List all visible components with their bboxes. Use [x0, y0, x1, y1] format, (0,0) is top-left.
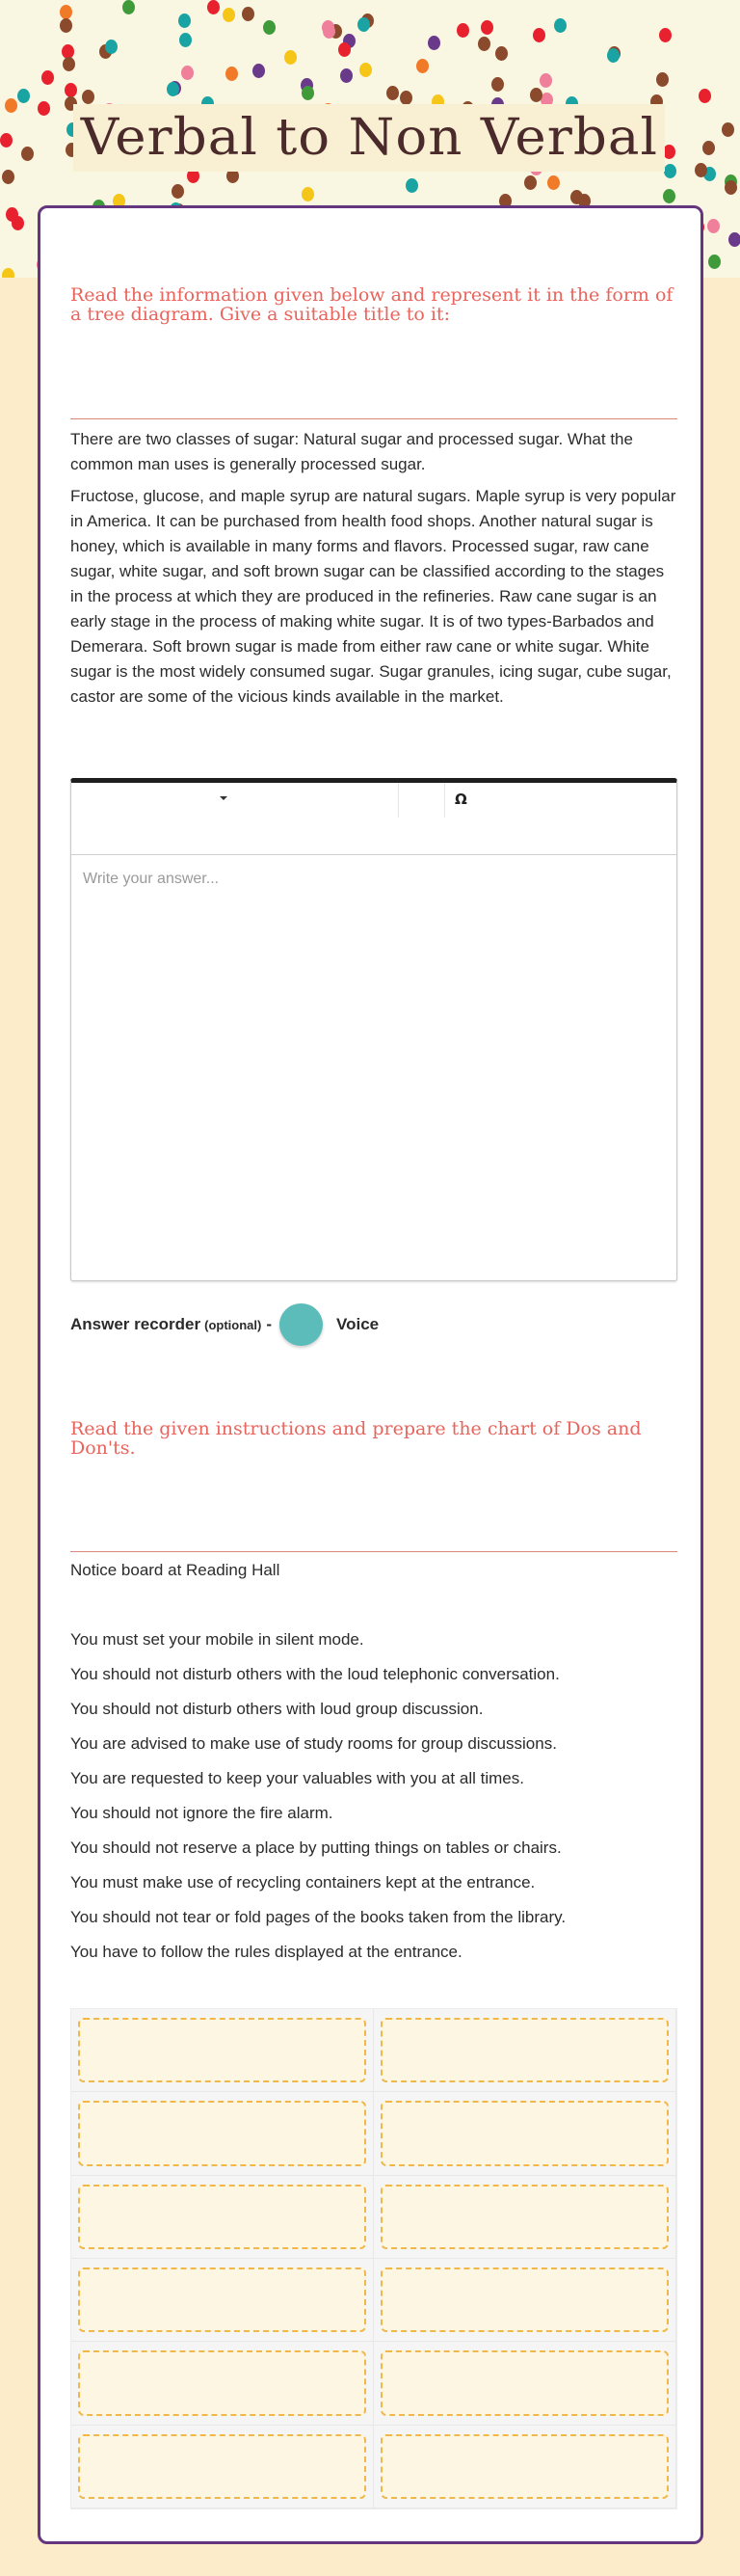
confetti-dot	[554, 18, 567, 33]
confetti-dot	[481, 20, 493, 35]
answer-dropzone[interactable]	[381, 2267, 669, 2332]
confetti-dot	[359, 63, 372, 77]
dropzone-cell	[71, 2092, 374, 2175]
rule-item: You should not tear or fold pages of the books taken from the library.	[70, 1908, 567, 1926]
record-button[interactable]	[279, 1303, 323, 1346]
confetti-dot	[524, 175, 537, 190]
confetti-dot	[82, 90, 94, 104]
confetti-dot	[223, 8, 235, 22]
confetti-dot	[707, 219, 720, 233]
editor-toolbar	[71, 783, 676, 855]
confetti-dot	[252, 64, 265, 78]
confetti-dot	[607, 48, 620, 63]
confetti-dot	[178, 13, 191, 28]
rule-item: You are advised to make use of study rooms for group discussions.	[70, 1734, 557, 1753]
question-2-prompt: Read the given instructions and prepare the chart of Dos and Don'ts.	[70, 1418, 642, 1459]
recorder-optional-label: (optional)	[204, 1317, 262, 1332]
dropzone-cell	[71, 2259, 374, 2342]
confetti-dot	[547, 175, 560, 190]
recorder-mode-label: Voice	[336, 1315, 380, 1333]
dropzone-cell	[374, 2176, 676, 2259]
confetti-dot	[41, 70, 54, 85]
confetti-dot	[400, 91, 412, 105]
sugar-passage	[70, 427, 677, 716]
answer-placeholder: Write your answer...	[83, 871, 220, 887]
dropzone-cell	[71, 2176, 374, 2259]
confetti-dot	[105, 40, 118, 54]
confetti-dot	[702, 141, 715, 155]
answer-dropzone[interactable]	[78, 2350, 366, 2415]
toolbar-button[interactable]	[399, 783, 445, 818]
confetti-dot	[457, 23, 469, 38]
confetti-dot	[225, 67, 238, 81]
confetti-dot	[322, 20, 334, 35]
dropzone-cell	[374, 2092, 676, 2175]
confetti-dot	[656, 72, 669, 87]
confetti-dot	[695, 163, 707, 177]
answer-dropzone[interactable]	[78, 2434, 366, 2499]
rule-item: You must make use of recycling containers kept at the entrance.	[70, 1873, 536, 1892]
confetti-dot	[181, 66, 194, 80]
confetti-dot	[302, 86, 314, 100]
answer-textarea[interactable]	[71, 855, 676, 903]
confetti-dot	[338, 42, 351, 57]
answer-dropzone[interactable]	[381, 2101, 669, 2165]
dropzone-cell	[374, 2009, 676, 2092]
rule-item: You must set your mobile in silent mode.	[70, 1630, 364, 1649]
confetti-dot	[0, 133, 13, 148]
confetti-dot	[2, 268, 14, 278]
confetti-dot	[60, 18, 72, 33]
confetti-dot	[728, 232, 740, 247]
confetti-dot	[172, 184, 184, 199]
passage-paragraph: Fructose, glucose, and maple syrup are natural sugars. Maple syrup is very popular in America. It can be purchased from health food shops. Another natural sugar is honey, which is available in many forms and flavors. Processed sugar, raw cane sugar, white sugar, and soft brown sugar can be classified according to the stages in the process at which they are produced in the refineries. Raw cane sugar is an early stage in the process of making white sugar. It is of two types-Barbados and Demerara. Soft brown sugar is made from either raw cane or white sugar. White sugar is the most widely consumed sugar. Sugar granules, icing sugar, cube sugar, castor are some of the vicious kinds available in the market.	[70, 487, 676, 706]
passage-paragraph: There are two classes of sugar: Natural sugar and processed sugar. What the common man uses is generally processed sugar.	[70, 430, 633, 473]
confetti-dot	[406, 178, 418, 193]
worksheet-card	[38, 205, 703, 2544]
divider	[70, 1551, 677, 1552]
format-dropdown[interactable]	[71, 783, 399, 818]
confetti-dot	[263, 20, 276, 35]
confetti-dot	[428, 36, 440, 50]
confetti-dot	[663, 189, 675, 203]
rule-item: You should not disturb others with loud group discussion.	[70, 1700, 484, 1718]
confetti-dot	[167, 82, 179, 96]
confetti-dot	[533, 28, 545, 42]
dropzone-cell	[71, 2009, 374, 2092]
confetti-dot	[659, 28, 672, 42]
confetti-dot	[17, 89, 30, 103]
confetti-dot	[699, 89, 711, 103]
answer-dropzone[interactable]	[381, 2350, 669, 2415]
confetti-dot	[708, 255, 721, 269]
answer-dropzone[interactable]	[381, 2434, 669, 2499]
dropzone-cell	[71, 2426, 374, 2509]
confetti-dot	[207, 0, 220, 14]
recorder-dash: -	[266, 1315, 273, 1333]
answer-dropzone[interactable]	[381, 2018, 669, 2082]
page-title: Verbal to Non Verbal	[80, 109, 658, 167]
answer-dropzone[interactable]	[78, 2101, 366, 2165]
confetti-dot	[5, 98, 17, 113]
confetti-dot	[664, 164, 676, 178]
confetti-dot	[495, 46, 508, 61]
confetti-dot	[65, 83, 77, 97]
confetti-dot	[491, 77, 504, 92]
confetti-dot	[386, 86, 399, 100]
answer-dropzone[interactable]	[381, 2185, 669, 2249]
confetti-dot	[21, 147, 34, 161]
dropzone-cell	[71, 2342, 374, 2425]
caret-down-icon	[220, 796, 227, 800]
dropzone-cell	[374, 2259, 676, 2342]
answer-dropzone[interactable]	[78, 2185, 366, 2249]
confetti-dot	[12, 216, 24, 230]
answer-recorder	[70, 1303, 379, 1346]
confetti-dot	[242, 7, 254, 21]
confetti-dot	[530, 88, 542, 102]
rule-item: You have to follow the rules displayed at the entrance.	[70, 1943, 462, 1961]
rule-item: You should not disturb others with the loud telephonic conversation.	[70, 1665, 560, 1683]
answer-editor	[70, 778, 677, 1281]
confetti-dot	[722, 122, 734, 137]
confetti-dot	[38, 101, 50, 116]
question-1-prompt: Read the information given below and represent it in the form of a tree diagram. Give a suitable title to it:	[70, 284, 674, 325]
confetti-dot	[357, 17, 370, 32]
confetti-dot	[725, 180, 737, 195]
rule-item: You should not reserve a place by putting things on tables or chairs.	[70, 1838, 562, 1857]
confetti-dot	[179, 33, 192, 47]
confetti-dot	[284, 50, 297, 65]
confetti-dot	[416, 59, 429, 73]
dropzone-cell	[374, 2426, 676, 2509]
answer-dropzone[interactable]	[78, 2267, 366, 2332]
dropzone-cell	[374, 2342, 676, 2425]
title-panel	[73, 104, 665, 172]
confetti-dot	[570, 190, 583, 204]
confetti-dot	[478, 37, 490, 51]
answer-dropzone[interactable]	[78, 2018, 366, 2082]
divider	[70, 418, 677, 419]
recorder-label: Answer recorder	[70, 1315, 201, 1333]
special-character-button[interactable]: Ω	[455, 791, 467, 808]
rule-item: You are requested to keep your valuables with you at all times.	[70, 1769, 524, 1787]
confetti-dot	[540, 73, 552, 88]
confetti-dot	[2, 170, 14, 184]
confetti-dot	[340, 68, 353, 83]
confetti-dot	[302, 187, 314, 201]
dos-donts-dropzone-grid	[70, 2008, 677, 2509]
confetti-dot	[63, 57, 75, 71]
confetti-dot	[122, 0, 135, 14]
notice-subtitle: Notice board at Reading Hall	[70, 1561, 280, 1579]
rule-item: You should not ignore the fire alarm.	[70, 1804, 333, 1822]
confetti-dot	[60, 5, 72, 19]
